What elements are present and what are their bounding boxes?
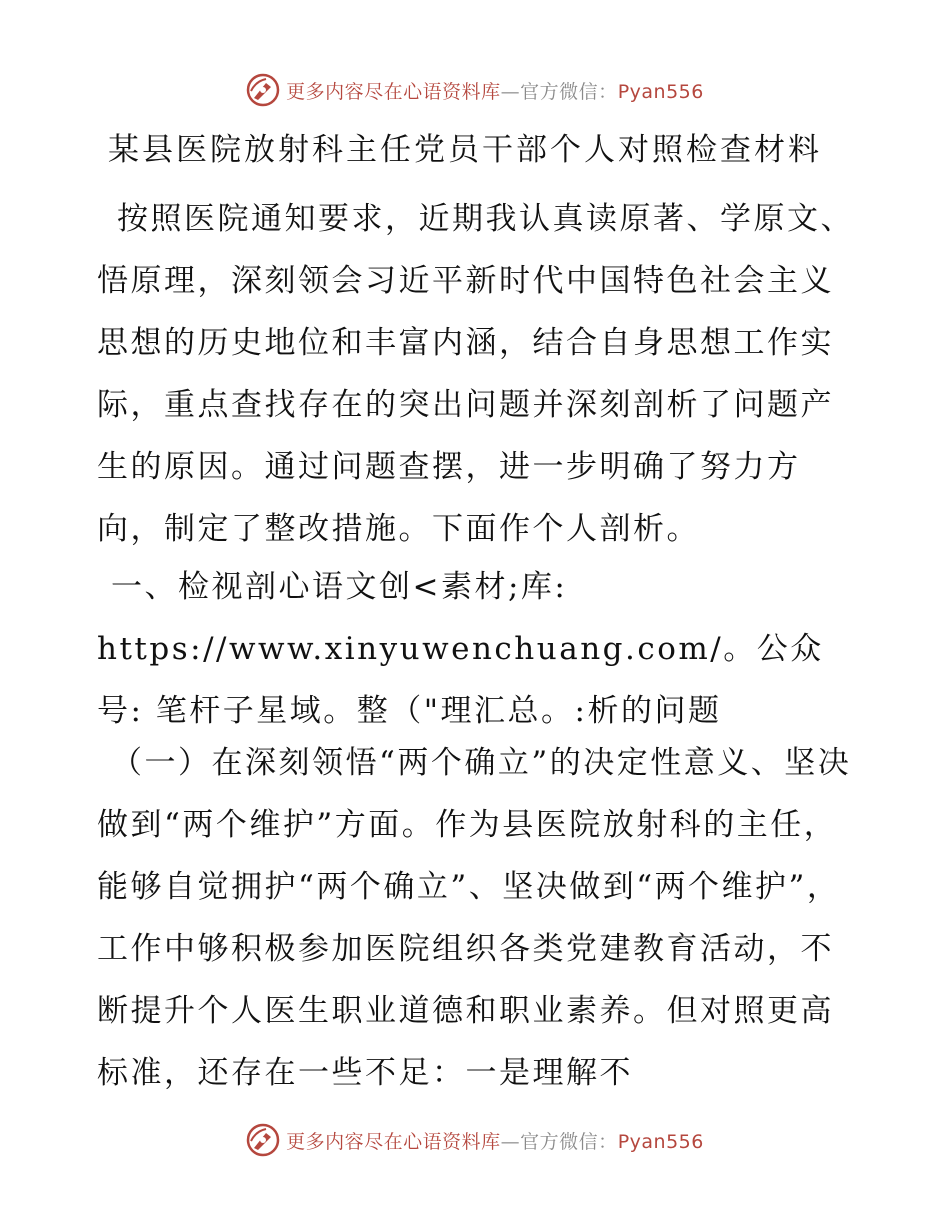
banner-official-label: 官方微信：	[520, 1130, 618, 1153]
document-title: 某县医院放射科主任党员干部个人对照检查材料	[108, 132, 822, 168]
banner-wechat-id: Pyan556	[617, 1130, 704, 1153]
footer-banner	[0, 1118, 950, 1162]
banner-official-label: 官方微信：	[520, 80, 618, 103]
subsection-paragraph: （一）在深刻领悟“两个确立”的决定性意义、坚决做到“两个维护”方面。作为县医院放射科的主任，能够自觉拥护“两个确立”、坚决做到“两个维护”，工作中够积极参加医院组织各类党建教育活动，不断提升个人医生职业道德和职业素养。但对照更高标准，还存在一些不足：一是理解不	[97, 745, 852, 1091]
header-banner	[0, 68, 950, 112]
pen-nib-logo-icon	[246, 1123, 280, 1157]
banner-wechat-id: Pyan556	[617, 80, 704, 103]
banner-separator: —	[500, 80, 521, 103]
banner-separator: —	[500, 1130, 521, 1153]
banner-main-text: 更多内容尽在心语资料库	[286, 80, 501, 103]
intro-paragraph: 按照医院通知要求，近期我认真读原著、学原文、悟原理，深刻领会习近平新时代中国特色社会主义思想的历史地位和丰富内涵，结合自身思想工作实际，重点查找存在的突出问题并深刻剖析了问题产生的原因。通过问题查摆，进一步明确了努力方向，制定了整改措施。下面作个人剖析。	[97, 201, 854, 547]
banner-main-text: 更多内容尽在心语资料库	[286, 1130, 501, 1153]
pen-nib-logo-icon	[246, 73, 280, 107]
section-heading-paragraph: 一、检视剖心语文创<素材;库: https://www.xinyuwenchuang.com/。公众号: 笔杆子星域。整（"理汇总。:析的问题	[97, 569, 824, 729]
